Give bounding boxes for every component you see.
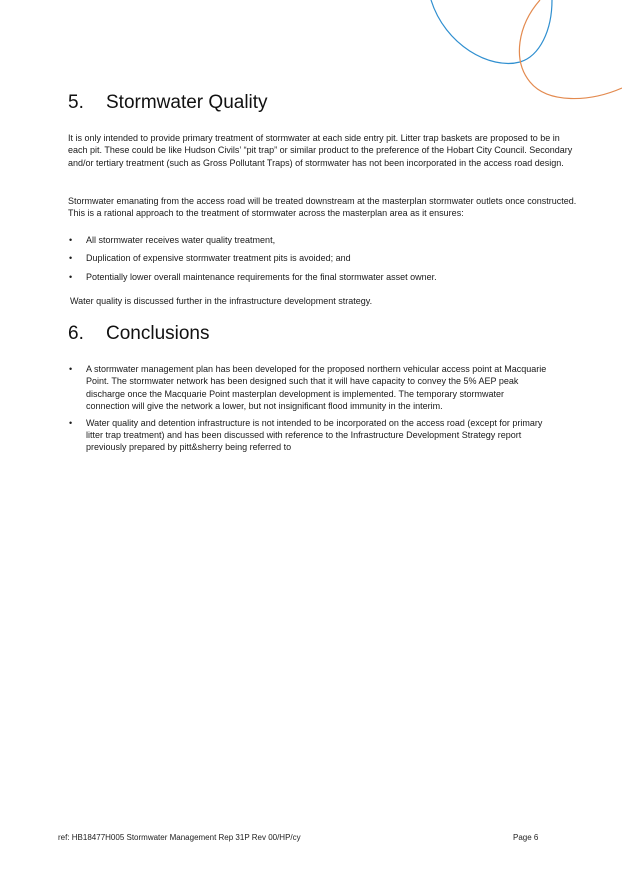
bullet-icon: • bbox=[69, 364, 73, 374]
footer-reference: ref: HB18477H005 Stormwater Management Rep 31P Rev 00/HP/cy bbox=[58, 833, 301, 842]
paragraph: Water quality is discussed further in the infrastructure development strategy. bbox=[70, 296, 373, 306]
bullet-icon: • bbox=[69, 253, 73, 264]
section-number: 6. bbox=[68, 323, 84, 344]
page-number: Page 6 bbox=[513, 833, 539, 842]
list-item: • Water quality and detention infrastructure is not intended to be incorporated on the access road (except for primary litter trap treatment) and has been discussed with reference to the Infrastructure Development Strategy report previously prepared by pitt&sherry being referred to bbox=[69, 417, 543, 453]
section-title: Conclusions bbox=[106, 323, 210, 344]
bullet-list bbox=[68, 234, 548, 283]
section-number: 5. bbox=[68, 92, 84, 113]
section-title: Stormwater Quality bbox=[106, 92, 268, 113]
section-5-heading bbox=[68, 92, 268, 114]
paragraph: It is only intended to provide primary treatment of stormwater at each side entry pit. Litter trap baskets are proposed to be in each pit. These could be like Hudson Civils’ “pit trap” or similar product to the preference of the Hobart City Council. Secondary and/or tertiary treatment (such as Gross Pollutant Traps) of stormwater has not been incorporated in the access road design. bbox=[68, 133, 573, 168]
section-6-heading bbox=[68, 323, 210, 345]
list-item: • Potentially lower overall maintenance requirements for the final stormwater asset owner. bbox=[69, 271, 437, 282]
orange-arc bbox=[519, 0, 622, 99]
bullet-icon: • bbox=[69, 235, 73, 245]
paragraph: Stormwater emanating from the access road will be treated downstream at the masterplan stormwater outlets once constructed. This is a rational approach to the treatment of stormwater across the masterplan area as it ensures: bbox=[68, 196, 577, 219]
bullet-icon: • bbox=[69, 271, 73, 282]
bullet-list bbox=[68, 363, 548, 454]
list-item: • A stormwater management plan has been developed for the proposed northern vehicular access point at Macquarie Point. The stormwater network has been designed such that it will have capacity to convey the 5% AEP peak discharge once the Macquarie Point masterplan development is implemented. The temporary stormwater connection will give the network a lower, but not insignificant flood immunity in the interim. bbox=[69, 364, 547, 412]
blue-arc bbox=[431, 0, 552, 63]
list-item: • Duplication of expensive stormwater treatment pits is avoided; and bbox=[69, 253, 351, 264]
list-item: • All stormwater receives water quality treatment, bbox=[69, 235, 276, 245]
bullet-icon: • bbox=[69, 417, 73, 428]
